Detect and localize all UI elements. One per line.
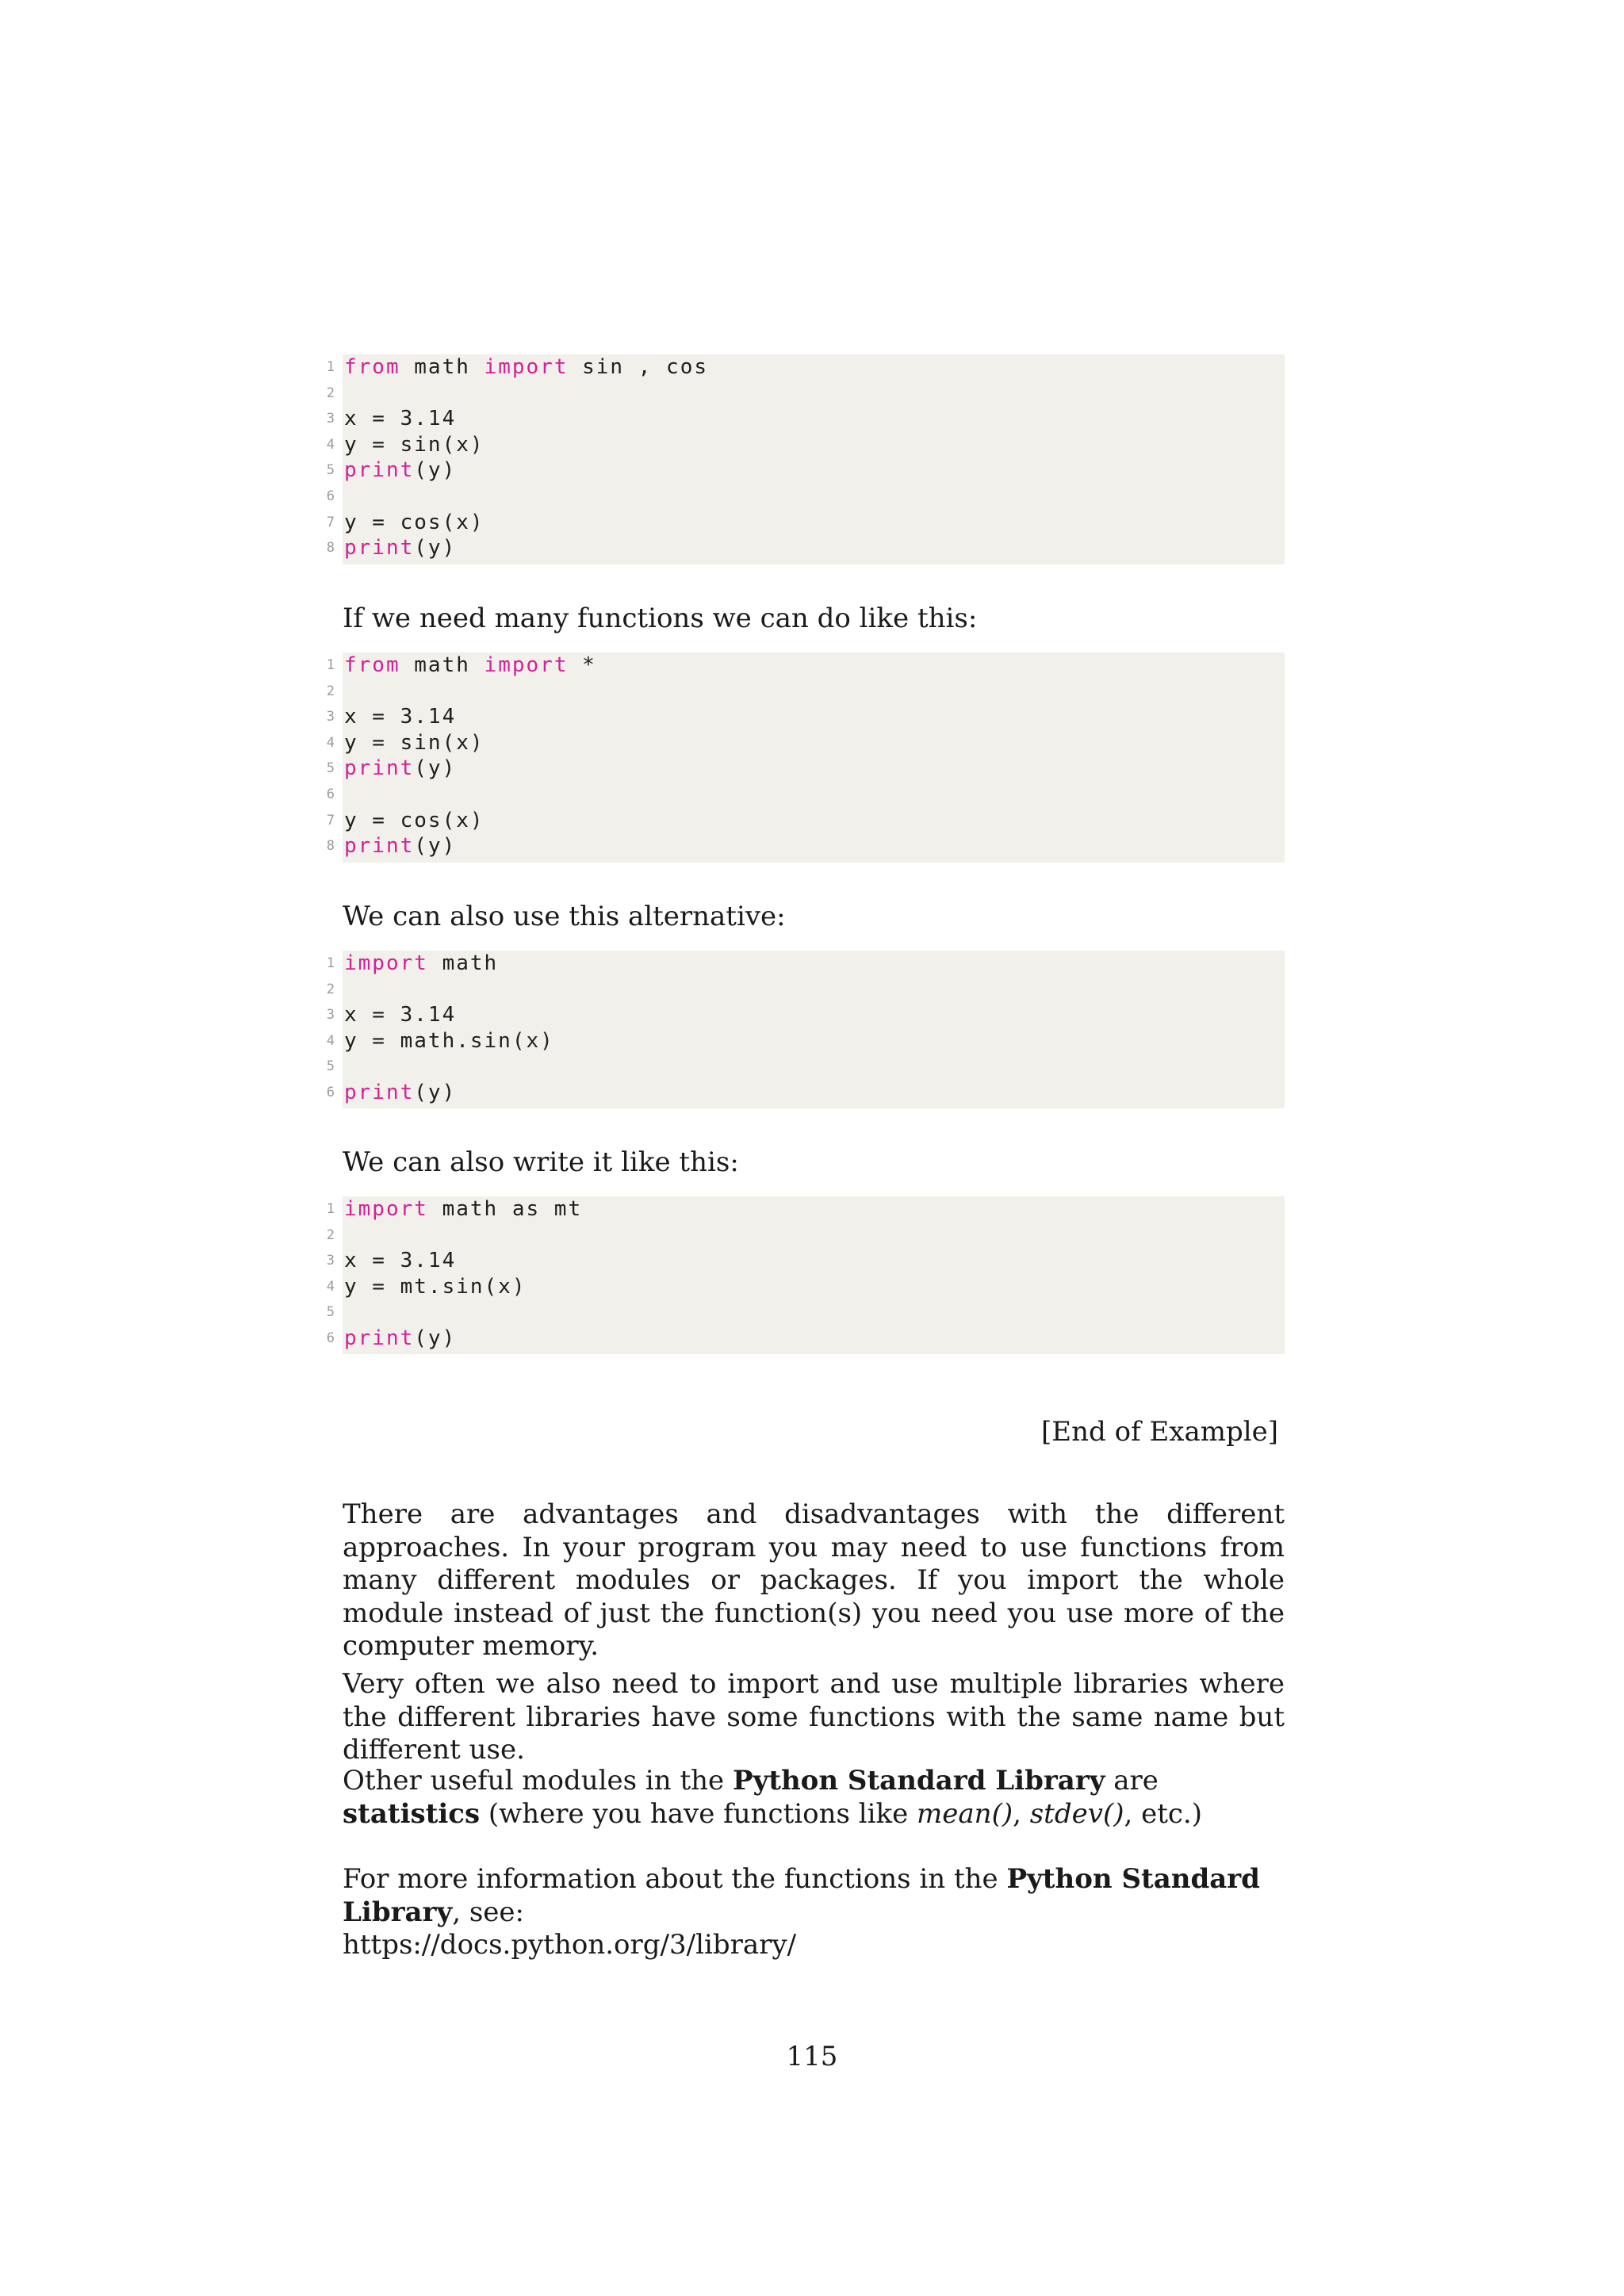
code-line [326, 354, 1285, 381]
code-token: y = math.sin(x) [344, 1028, 554, 1053]
line-number: 3 [326, 709, 335, 725]
code-token: y = cos(x) [344, 510, 485, 534]
code-text [343, 1249, 456, 1272]
line-number: 1 [326, 657, 335, 673]
code-text [343, 1197, 582, 1221]
code-line [326, 833, 1285, 859]
code-token: (y) [414, 834, 457, 859]
code-text [343, 783, 344, 806]
bold-term: statistics [343, 1797, 481, 1830]
code-token: (y) [414, 756, 457, 781]
code-text [343, 951, 498, 975]
code-token: x = 3.14 [344, 407, 457, 431]
line-number: 6 [326, 488, 335, 504]
paragraph: There are advantages and disadvantages with the different approaches. In your program you may need to use functions from many different modules or packages. If you import the whole module instead of just the function(s) you need you use more of the computer memory. [343, 1498, 1285, 1662]
keyword: print [344, 756, 415, 781]
code-line [326, 1196, 1285, 1223]
code-token: math [400, 653, 485, 677]
code-line [326, 1054, 1285, 1080]
code-line [326, 1248, 1285, 1274]
code-text [343, 433, 485, 457]
line-number: 1 [326, 1201, 335, 1217]
code-token: (y) [414, 1326, 457, 1350]
line-number: 4 [326, 1278, 335, 1295]
line-number: 2 [326, 1226, 335, 1243]
code-token: x = 3.14 [344, 1003, 457, 1027]
bold-term: Python Standard Library [732, 1765, 1105, 1797]
code-text [343, 978, 344, 1001]
code-text [343, 809, 485, 832]
code-block [326, 652, 1285, 863]
code-text [343, 1054, 344, 1078]
code-token: (y) [414, 536, 457, 561]
paragraph: For more information about the functions in the Python Standard Library, see: https://docs.python.org/3/library/ [343, 1863, 1260, 1961]
keyword: print [344, 536, 415, 561]
code-text [343, 484, 344, 508]
code-text [343, 731, 485, 755]
code-text [343, 1326, 456, 1350]
paragraph: Other useful modules in the Python Standard Library are statistics (where you have functions like mean(), stdev(), etc.) [343, 1765, 1202, 1830]
code-line [326, 406, 1285, 432]
line-number: 5 [326, 1058, 335, 1075]
code-line [326, 510, 1285, 536]
line-number: 4 [326, 734, 335, 751]
code-text [343, 756, 456, 780]
keyword: print [344, 1326, 415, 1350]
code-token: math [427, 951, 499, 975]
italic-function: mean() [917, 1797, 1013, 1830]
code-text [343, 407, 456, 430]
keyword: print [344, 1080, 415, 1104]
code-line [326, 1299, 1285, 1326]
line-number: 1 [326, 955, 335, 971]
page-number: 115 [786, 2041, 838, 2072]
intro-text: We can also write it like this: [343, 1146, 739, 1178]
intro-text: We can also use this alternative: [343, 901, 786, 932]
line-number: 5 [326, 1304, 335, 1321]
line-number: 7 [326, 514, 335, 530]
code-text [343, 458, 456, 482]
code-text [343, 1003, 456, 1027]
code-line [326, 432, 1285, 458]
code-token: math [400, 355, 485, 379]
code-text [343, 511, 485, 534]
code-text [343, 705, 456, 729]
code-line [326, 484, 1285, 510]
code-text [343, 834, 456, 858]
code-token: x = 3.14 [344, 1249, 457, 1273]
code-text [343, 653, 596, 677]
code-text [343, 1223, 344, 1247]
code-token: x = 3.14 [344, 705, 457, 729]
bold-term: Python Standard Library [343, 1863, 1260, 1928]
code-text [343, 1081, 456, 1104]
code-text [343, 355, 708, 379]
code-token: y = cos(x) [344, 808, 485, 832]
keyword: print [344, 458, 415, 483]
code-line [326, 1028, 1285, 1054]
code-line [326, 1326, 1285, 1352]
code-token: * [568, 653, 596, 677]
code-token: y = sin(x) [344, 730, 485, 755]
code-token: y = mt.sin(x) [344, 1274, 527, 1299]
code-text [343, 1300, 344, 1324]
line-number: 5 [326, 760, 335, 777]
line-number: 5 [326, 462, 335, 479]
line-number: 2 [326, 385, 335, 401]
keyword: import [484, 355, 569, 379]
code-line [326, 951, 1285, 977]
code-token: (y) [414, 1080, 457, 1104]
line-number: 3 [326, 411, 335, 427]
code-block [326, 354, 1285, 564]
keyword: import [344, 951, 428, 975]
code-text [343, 536, 456, 560]
code-text [343, 679, 344, 703]
code-line [326, 1274, 1285, 1300]
keyword: print [344, 834, 415, 859]
line-number: 8 [326, 838, 335, 855]
code-line [326, 1080, 1285, 1106]
code-line [326, 808, 1285, 834]
keyword: from [344, 355, 400, 379]
line-number: 1 [326, 359, 335, 375]
code-line [326, 977, 1285, 1003]
code-text [343, 1029, 554, 1053]
code-token: y = sin(x) [344, 432, 485, 457]
code-line [326, 1223, 1285, 1249]
code-line [326, 704, 1285, 730]
code-token: sin , cos [568, 355, 709, 379]
italic-function: stdev() [1029, 1797, 1124, 1830]
paragraph: Very often we also need to import and use multiple libraries where the different libraries have some functions with the same name but different use. [343, 1668, 1285, 1766]
code-line [326, 782, 1285, 808]
line-number: 2 [326, 981, 335, 997]
line-number: 4 [326, 1032, 335, 1049]
line-number: 8 [326, 540, 335, 557]
docs-link[interactable]: https://docs.python.org/3/library/ [343, 1929, 797, 1961]
line-number: 3 [326, 1253, 335, 1269]
code-text [343, 381, 344, 405]
keyword: import [344, 1197, 428, 1221]
line-number: 3 [326, 1007, 335, 1024]
line-number: 6 [326, 1084, 335, 1100]
code-token: (y) [414, 458, 457, 483]
code-block [326, 1196, 1285, 1354]
code-line [326, 652, 1285, 679]
intro-text: If we need many functions we can do like this: [343, 603, 978, 634]
line-number: 4 [326, 436, 335, 453]
end-of-example: [End of Example] [1041, 1416, 1278, 1448]
line-number: 6 [326, 786, 335, 802]
line-number: 7 [326, 812, 335, 828]
code-block [326, 951, 1285, 1108]
keyword: import [484, 653, 569, 677]
code-text [343, 1275, 527, 1299]
code-line [326, 535, 1285, 561]
code-line [326, 381, 1285, 407]
code-line [326, 1002, 1285, 1028]
code-token: math as mt [427, 1197, 583, 1221]
code-line [326, 457, 1285, 484]
line-number: 2 [326, 683, 335, 699]
code-line [326, 679, 1285, 705]
line-number: 6 [326, 1330, 335, 1346]
code-line [326, 730, 1285, 756]
code-line [326, 756, 1285, 782]
keyword: from [344, 653, 400, 677]
